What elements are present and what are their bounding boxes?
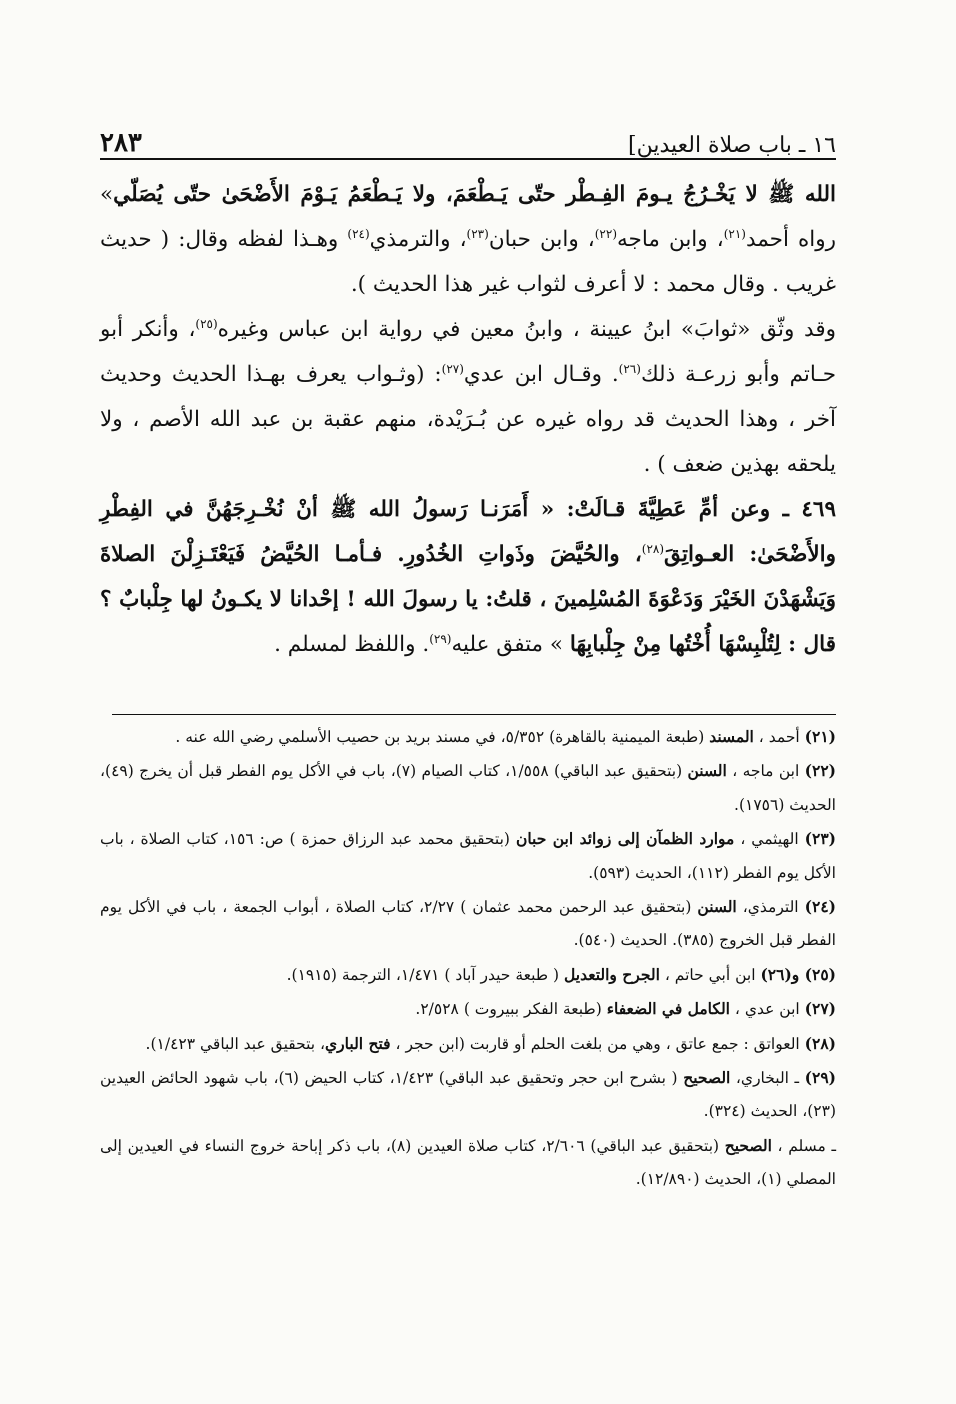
footnote: [100, 1027, 836, 1061]
footnote: [100, 720, 836, 754]
footnote-ref: (٢٢): [594, 226, 617, 241]
text-run: (بتحقيق محمد عبد الرزاق حمزة ) ص: ١٥٦، كتاب الصلاة ، باب الأكل يوم الفطر (١١٢)، الحديث (٥٩٣).: [100, 830, 836, 882]
text-run: العواتق : جمع عاتق ، وهي من بلغت الحلم أو قاربت (ابن حجر ،: [390, 1034, 800, 1053]
text-run: » رواه أحمد: [100, 182, 837, 252]
footnote-number: (٢٥) و(٢٦): [760, 964, 836, 984]
page-number: ٢٨٣: [100, 128, 142, 158]
text-run: ، والترمذي: [369, 227, 467, 252]
running-title: ١٦ ـ باب صلاة العيدين]: [628, 133, 836, 158]
footnote: [100, 1129, 836, 1197]
main-text: [100, 172, 836, 667]
book-title: الكامل في الضعفاء: [606, 999, 730, 1019]
text-run: ابن أبي حاتم ،: [659, 965, 756, 984]
book-title: الجرح والتعديل: [564, 964, 660, 984]
footnote-number: (٢٣): [804, 829, 837, 849]
text-run: (طبعة الفكر ببيروت ) ٢/٥٢٨.: [415, 1000, 607, 1019]
text-run: ابن ماجه ،: [726, 762, 800, 781]
book-title: السنن: [697, 897, 737, 917]
book-title: الصحيح: [683, 1068, 731, 1088]
footnote-ref: (٢٤): [347, 226, 370, 241]
footnote-ref: (٢٥): [195, 316, 218, 331]
hadith-text: الله ﷺ لا يَخْـرُجُ يـومَ الفِـطْر حتّى يَـطْعَمَ، ولا يَـطْعَمُ يَـوْمَ الأَضْحَىٰ حتّى يُصَلّي: [113, 182, 836, 207]
text-run: ، وأنكر أبو حـاتم وأبو زرعـة ذلك: [100, 317, 837, 387]
text-run: ( بشرح ابن حجر وتحقيق عبد الباقي) ١/٤٢٣، كتاب الحيض (٦)، باب شهود الحائض العيدين (٢٣)، الحديث (٣٢٤).: [100, 1069, 836, 1121]
hadith-text: ـ وعن أمِّ عَطِيَّةَ قـالَتْ: « أَمَرَنـا رَسولُ الله ﷺ أنْ نُخْـرِجَهُنَّ في الفِطْرِ والأَضْحَىٰ: العـواتِقَ: [100, 497, 836, 567]
text-run: وقد وثّق «ثوابَ» ابنُ عيينة ، وابنُ معين في رواية ابن عباس وغيره: [217, 317, 836, 342]
footnote-number: (٢٩): [804, 1068, 837, 1088]
text-run: أحمد ،: [753, 728, 800, 746]
footnote: [100, 992, 836, 1026]
footnote-ref: (٢١): [723, 226, 746, 241]
running-header: [100, 112, 836, 164]
text-run: » متفق عليه: [451, 632, 570, 657]
footnote: [100, 1061, 836, 1129]
footnote-number: (٢٧): [804, 999, 836, 1019]
text-run: ـ مسلم ،: [771, 1136, 836, 1155]
footnote: [100, 822, 836, 890]
paragraph-2: [100, 307, 836, 487]
book-title: الصحيح: [724, 1135, 772, 1155]
footnote: [100, 890, 836, 958]
text-run: (بتحقيق عبد الباقي) ٢/٦٠٦، كتاب صلاة العيدين (٨)، باب ذكر إباحة خروج النساء في العيدين إلى المصلي (١)، الحديث (١٢/٨٩٠).: [100, 1136, 836, 1189]
hadith-number: ٤٦٩: [801, 497, 836, 522]
header-rule: [100, 158, 836, 160]
text-run: (بتحقيق عبد الباقي) ١/٥٥٨، كتاب الصيام (٧)، باب في الأكل يوم الفطر قبل أن يخرج (٤٩)، الحديث (١٧٥٦).: [100, 762, 836, 814]
book-title: فتح الباري: [325, 1033, 391, 1053]
text-run: ، بتحقيق عبد الباقي ١/٤٢٣).: [145, 1034, 326, 1053]
footnote-ref: (٢٨): [641, 541, 665, 556]
footnote-number: (٢٤): [804, 897, 837, 917]
text-run: ، وابن ماجه: [617, 227, 724, 252]
text-run: ـ البخاري،: [730, 1069, 800, 1088]
text-run: وهـذا لفظه وقال: ( حديث غريب . وقال محمد : لا أعرف لثواب غير هذا الحديث ).: [100, 227, 836, 297]
footnote: [100, 754, 836, 822]
text-run: ( طبعة حيدر آباد ) ١/٤٧١، الترجمة (١٩١٥).: [286, 965, 565, 984]
text-run: الترمذي،: [736, 898, 799, 917]
footnote-number: (٢٢): [804, 761, 836, 781]
footnote: [100, 958, 836, 992]
footnote-ref: (٢٣): [466, 226, 489, 241]
footnotes: [100, 720, 836, 1197]
footnote-number: (٢٨): [804, 1033, 836, 1053]
text-run: . واللفظ لمسلم .: [274, 632, 430, 657]
footnote-ref: (٢٦): [618, 361, 641, 376]
paragraph-3: [100, 487, 836, 667]
text-run: (بتحقيق عبد الرحمن محمد عثمان ) ٢/٢٧، كتاب الصلاة ، أبواب الجمعة ، باب في الأكل يوم الفطر قبل الخروج (٣٨٥). الحديث (٥٤٠).: [100, 898, 836, 950]
footnote-ref: (٢٧): [441, 361, 464, 376]
text-run: الهيثمي ،: [734, 830, 799, 849]
footnote-rule: [112, 714, 836, 715]
book-title: المسند: [709, 727, 754, 746]
footnote-ref: (٢٩): [429, 631, 452, 646]
footnote-number: (٢١): [804, 727, 836, 746]
book-title: موارد الظمآن إلى زوائد ابن حبان: [515, 829, 735, 849]
book-title: السنن: [687, 761, 727, 781]
text-run: ابن عدي ،: [729, 1000, 800, 1019]
text-run: : (وثـواب يعرف بهـذا الحديث وحديث آخر ، وهذا الحديث قد رواه غيره عن بُـرَيْدة، منهم عقبة بن عبد الله الأصم ، ولا يلحقه بهذين ضعف ) .: [100, 362, 836, 477]
text-run: ، وابن حبان: [488, 227, 595, 252]
hadith-text: ، والحُيَّضَ وذَواتِ الخُدُورِ. فـأمـا الحُيَّضُ فَيَعْتَـزِلْنَ الصلاةَ وَيَشْهَدْنَ الخَيْرَ وَدَعْوَةَ المُسْلِمينَ ، قلتُ: يا رسولَ الله ! إحْدانا لا يكـونُ لها جِلْبابٌ ؟ قال : لِتُلْبِسْهَا أُخْتُها مِنْ جِلْبابِهَا: [100, 542, 836, 657]
text-run: (طبعة الميمنية بالقاهرة) ٥/٣٥٢، في مسند بريد بن حصيب الأسلمي رضي الله عنه .: [175, 728, 710, 746]
paragraph-1: [100, 172, 836, 307]
text-run: . وقـال ابن عدي: [463, 362, 619, 387]
